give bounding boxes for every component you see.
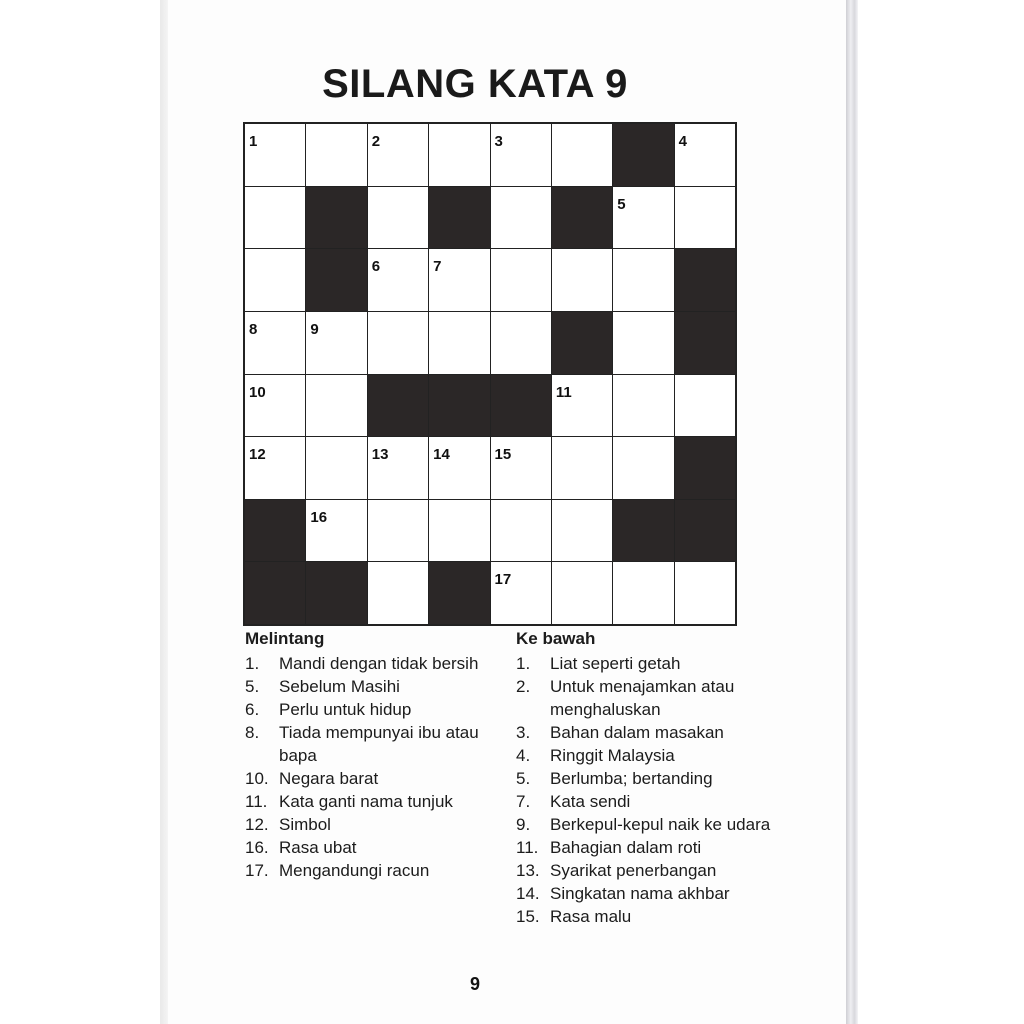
black-cell xyxy=(306,249,366,311)
grid-cell[interactable] xyxy=(429,124,489,186)
grid-cell[interactable] xyxy=(245,437,305,499)
grid-cell[interactable] xyxy=(306,312,366,374)
down-clue xyxy=(516,882,776,905)
clue-text: Mengandungi racun xyxy=(279,861,430,880)
across-clue xyxy=(245,767,505,790)
across-clue xyxy=(245,721,505,767)
grid-cell[interactable] xyxy=(491,500,551,562)
clue-num: 1. xyxy=(516,654,531,673)
grid-cell[interactable] xyxy=(613,249,673,311)
grid-cell[interactable] xyxy=(675,187,735,249)
down-clue xyxy=(516,675,776,721)
across-clue xyxy=(245,813,505,836)
grid-cell[interactable] xyxy=(491,437,551,499)
clue-num: 11. xyxy=(245,792,268,811)
grid-cell[interactable] xyxy=(429,249,489,311)
across-clues xyxy=(245,628,505,882)
clue-number: 16 xyxy=(310,508,328,526)
clue-num: 1. xyxy=(245,654,260,673)
grid-cell[interactable] xyxy=(245,187,305,249)
grid-cell[interactable] xyxy=(306,437,366,499)
page-number: 9 xyxy=(469,974,480,994)
black-cell xyxy=(245,562,305,624)
clue-number: 14 xyxy=(433,446,450,464)
clue-number: 7 xyxy=(433,258,442,276)
clue-num: 13. xyxy=(516,861,540,880)
clue-num: 7. xyxy=(516,792,531,811)
black-cell xyxy=(552,312,612,374)
clue-number: 1 xyxy=(249,133,258,150)
clue-num: 5. xyxy=(516,769,531,788)
clue-text: Perlu untuk hidup xyxy=(279,700,412,719)
across-clue xyxy=(245,675,505,698)
grid-cell[interactable] xyxy=(613,562,673,624)
clue-text: Kata sendi xyxy=(550,792,631,811)
black-cell xyxy=(675,249,735,311)
grid-cell[interactable] xyxy=(429,437,489,499)
clue-num: 2. xyxy=(516,677,531,696)
clue-text: Liat seperti getah xyxy=(550,654,681,673)
clue-num: 6. xyxy=(245,700,260,719)
down-clue xyxy=(516,721,776,744)
crossword-grid xyxy=(243,122,737,626)
black-cell xyxy=(552,187,612,249)
grid-cell[interactable] xyxy=(552,249,612,311)
black-cell xyxy=(675,437,735,499)
clue-text: Bahagian dalam roti xyxy=(550,838,702,857)
grid-cell[interactable] xyxy=(429,312,489,374)
clue-text: Untuk menajamkan atau menghaluskan xyxy=(550,677,735,719)
black-cell xyxy=(306,187,366,249)
grid-cell[interactable] xyxy=(613,437,673,499)
grid-cell[interactable] xyxy=(552,124,612,186)
grid-cell[interactable] xyxy=(675,375,735,437)
grid-cell[interactable] xyxy=(245,124,305,186)
clue-number: 13 xyxy=(371,446,389,464)
clue-num: 11. xyxy=(516,838,539,857)
clue-number: 3 xyxy=(494,133,503,150)
clue-text: Bahan dalam masakan xyxy=(550,723,724,742)
grid-cell[interactable] xyxy=(245,312,305,374)
clue-num: 15. xyxy=(516,907,540,926)
clue-text: Simbol xyxy=(279,815,331,834)
across-clue xyxy=(245,652,505,675)
grid-cell[interactable] xyxy=(552,500,612,562)
grid-cell[interactable] xyxy=(491,187,551,249)
clue-text: Kata ganti nama tunjuk xyxy=(279,792,453,811)
black-cell xyxy=(368,375,428,437)
grid-cell[interactable] xyxy=(613,375,673,437)
grid-cell[interactable] xyxy=(491,249,551,311)
across-clue-list xyxy=(245,652,505,882)
black-cell xyxy=(429,562,489,624)
grid-cell[interactable] xyxy=(368,124,428,186)
clue-num: 16. xyxy=(245,838,269,857)
clue-number: 11 xyxy=(555,383,572,401)
grid-cell[interactable] xyxy=(245,375,305,437)
grid-cell[interactable] xyxy=(368,249,428,311)
across-clue xyxy=(245,698,505,721)
clue-num: 12. xyxy=(245,815,269,834)
clue-number: 2 xyxy=(371,133,381,150)
grid-cell[interactable] xyxy=(613,187,673,249)
down-clue xyxy=(516,836,776,859)
clue-text: Sebelum Masihi xyxy=(279,677,400,696)
clue-number: 10 xyxy=(249,383,266,401)
black-cell xyxy=(429,187,489,249)
clue-number: 8 xyxy=(249,320,258,338)
clue-text: Syarikat penerbangan xyxy=(550,861,717,880)
across-clue xyxy=(245,790,505,813)
down-clue xyxy=(516,813,776,836)
clue-text: Rasa ubat xyxy=(279,838,357,857)
clue-num: 17. xyxy=(245,861,269,880)
clue-num: 10. xyxy=(245,769,269,788)
down-clue xyxy=(516,652,776,675)
black-cell xyxy=(675,312,735,374)
down-clue xyxy=(516,905,776,928)
clue-text: Rasa malu xyxy=(550,907,632,926)
clue-text: Ringgit Malaysia xyxy=(550,746,675,765)
black-cell xyxy=(491,375,551,437)
down-clue xyxy=(516,790,776,813)
puzzle-title: SILANG KATA 9 xyxy=(322,62,628,106)
across-clue xyxy=(245,836,505,859)
grid-cell[interactable] xyxy=(306,375,366,437)
across-clue xyxy=(245,859,505,882)
grid-cell[interactable] xyxy=(675,124,735,186)
grid-cell[interactable] xyxy=(491,312,551,374)
down-clue xyxy=(516,767,776,790)
clue-text: Negara barat xyxy=(279,769,379,788)
across-heading: Melintang xyxy=(245,629,325,648)
clue-text: Berkepul-kepul naik ke udara xyxy=(550,815,771,834)
clue-text: Singkatan nama akhbar xyxy=(550,884,730,903)
grid-cell[interactable] xyxy=(552,375,612,437)
clue-number: 15 xyxy=(494,446,512,464)
black-cell xyxy=(613,500,673,562)
grid-cell[interactable] xyxy=(245,249,305,311)
grid-cell[interactable] xyxy=(368,312,428,374)
clue-text: Mandi dengan tidak bersih xyxy=(279,654,479,673)
clue-num: 5. xyxy=(245,677,260,696)
grid-cell[interactable] xyxy=(552,437,612,499)
clue-text: Berlumba; bertanding xyxy=(550,769,713,788)
clue-number: 9 xyxy=(310,320,319,338)
clue-number: 6 xyxy=(371,258,381,276)
grid-cell[interactable] xyxy=(368,437,428,499)
grid-cell[interactable] xyxy=(368,500,428,562)
clue-number: 17 xyxy=(494,571,512,589)
grid-cell[interactable] xyxy=(306,124,366,186)
page-edge xyxy=(846,0,858,1024)
clue-text: Tiada mempunyai ibu atau bapa xyxy=(279,723,479,765)
black-cell xyxy=(429,375,489,437)
grid-cell[interactable] xyxy=(613,312,673,374)
grid-cell[interactable] xyxy=(306,500,366,562)
clue-number: 5 xyxy=(617,195,626,213)
clue-number: 4 xyxy=(678,133,687,150)
clue-number: 12 xyxy=(249,446,266,464)
black-cell xyxy=(306,562,366,624)
black-cell xyxy=(245,500,305,562)
clue-num: 4. xyxy=(516,746,531,765)
grid-cell[interactable] xyxy=(368,187,428,249)
clue-num: 3. xyxy=(516,723,531,742)
grid-cell[interactable] xyxy=(491,124,551,186)
down-clue-list xyxy=(516,652,776,928)
clue-num: 14. xyxy=(516,884,540,903)
grid-cell[interactable] xyxy=(552,562,612,624)
black-cell xyxy=(675,500,735,562)
black-cell xyxy=(613,124,673,186)
grid-cell[interactable] xyxy=(675,562,735,624)
grid-cell[interactable] xyxy=(491,562,551,624)
down-clue xyxy=(516,744,776,767)
grid-cell[interactable] xyxy=(429,500,489,562)
clue-num: 9. xyxy=(516,815,531,834)
down-heading: Ke bawah xyxy=(516,629,596,648)
grid-cell[interactable] xyxy=(368,562,428,624)
down-clue xyxy=(516,859,776,882)
clue-num: 8. xyxy=(245,723,260,742)
down-clues xyxy=(516,628,776,928)
